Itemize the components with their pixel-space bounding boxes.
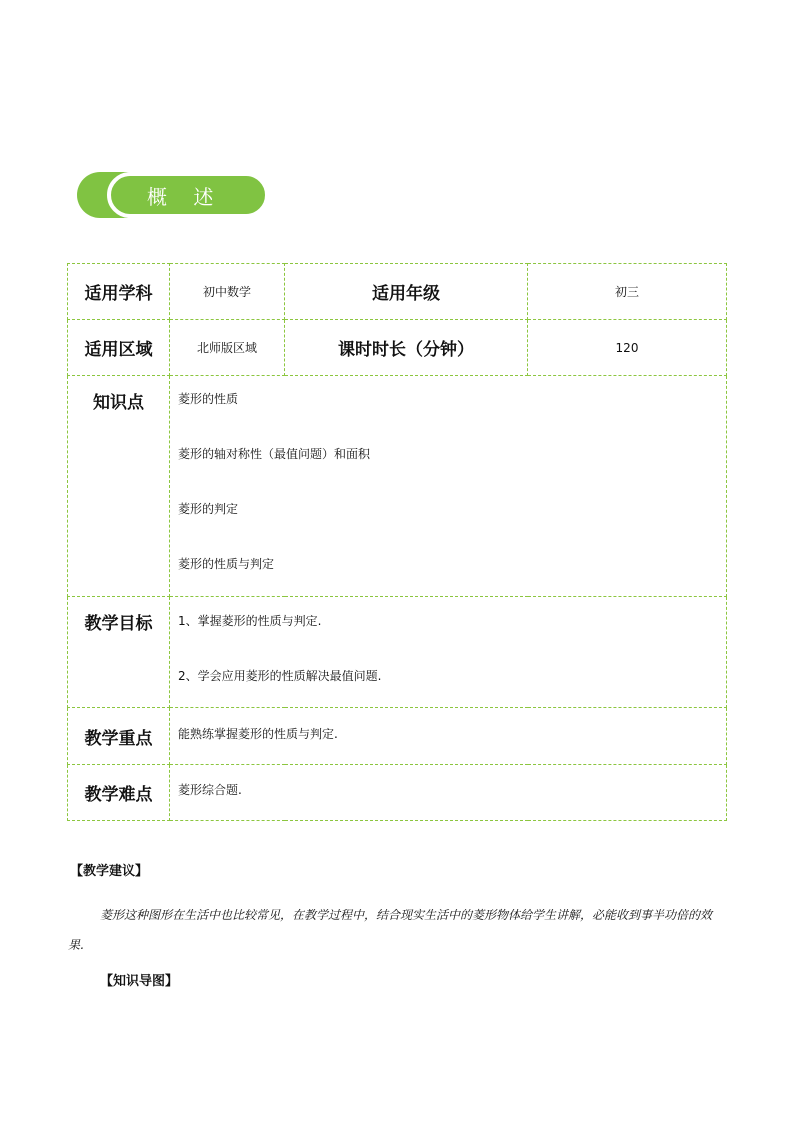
mindmap-title: 【知识导图】 — [100, 974, 179, 989]
table-row — [68, 597, 727, 708]
list-item: 1、掌握菱形的性质与判定. — [178, 614, 322, 628]
grade-label: 适用年级 — [285, 264, 528, 320]
header-pill-front — [107, 172, 269, 218]
list-item: 2、学会应用菱形的性质解决最值问题. — [178, 669, 382, 683]
list-item: 菱形的判定 — [178, 502, 239, 516]
grade-value: 初三 — [528, 264, 727, 320]
lesson-info-table — [67, 263, 727, 821]
subject-value: 初中数学 — [170, 264, 285, 320]
table-row — [68, 376, 727, 597]
section-header — [77, 172, 269, 218]
suggestion-text: 菱形这种图形在生活中也比较常见，在教学过程中，结合现实生活中的菱形物体给学生讲解，必能收到事半功倍的效果. — [68, 908, 713, 952]
knowledge-cell — [170, 376, 727, 597]
suggestion-title: 【教学建议】 — [70, 864, 149, 879]
difficulty-value: 菱形综合题. — [170, 765, 727, 821]
key-label: 教学重点 — [68, 708, 170, 765]
list-item: 菱形的性质 — [178, 392, 239, 406]
goals-label: 教学目标 — [68, 597, 170, 708]
table-row — [68, 320, 727, 376]
subject-label: 适用学科 — [68, 264, 170, 320]
list-item: 菱形的性质与判定 — [178, 557, 275, 571]
knowledge-label: 知识点 — [68, 376, 170, 597]
goals-cell — [170, 597, 727, 708]
table-row — [68, 264, 727, 320]
list-item: 菱形的轴对称性（最值问题）和面积 — [178, 447, 371, 461]
duration-label: 课时时长（分钟） — [285, 320, 528, 376]
difficulty-label: 教学难点 — [68, 765, 170, 821]
table-row — [68, 765, 727, 821]
section-title: 概 述 — [147, 184, 224, 209]
region-label: 适用区域 — [68, 320, 170, 376]
duration-value: 120 — [528, 320, 727, 376]
region-value: 北师版区域 — [170, 320, 285, 376]
key-value: 能熟练掌握菱形的性质与判定. — [170, 708, 727, 765]
table-row — [68, 708, 727, 765]
